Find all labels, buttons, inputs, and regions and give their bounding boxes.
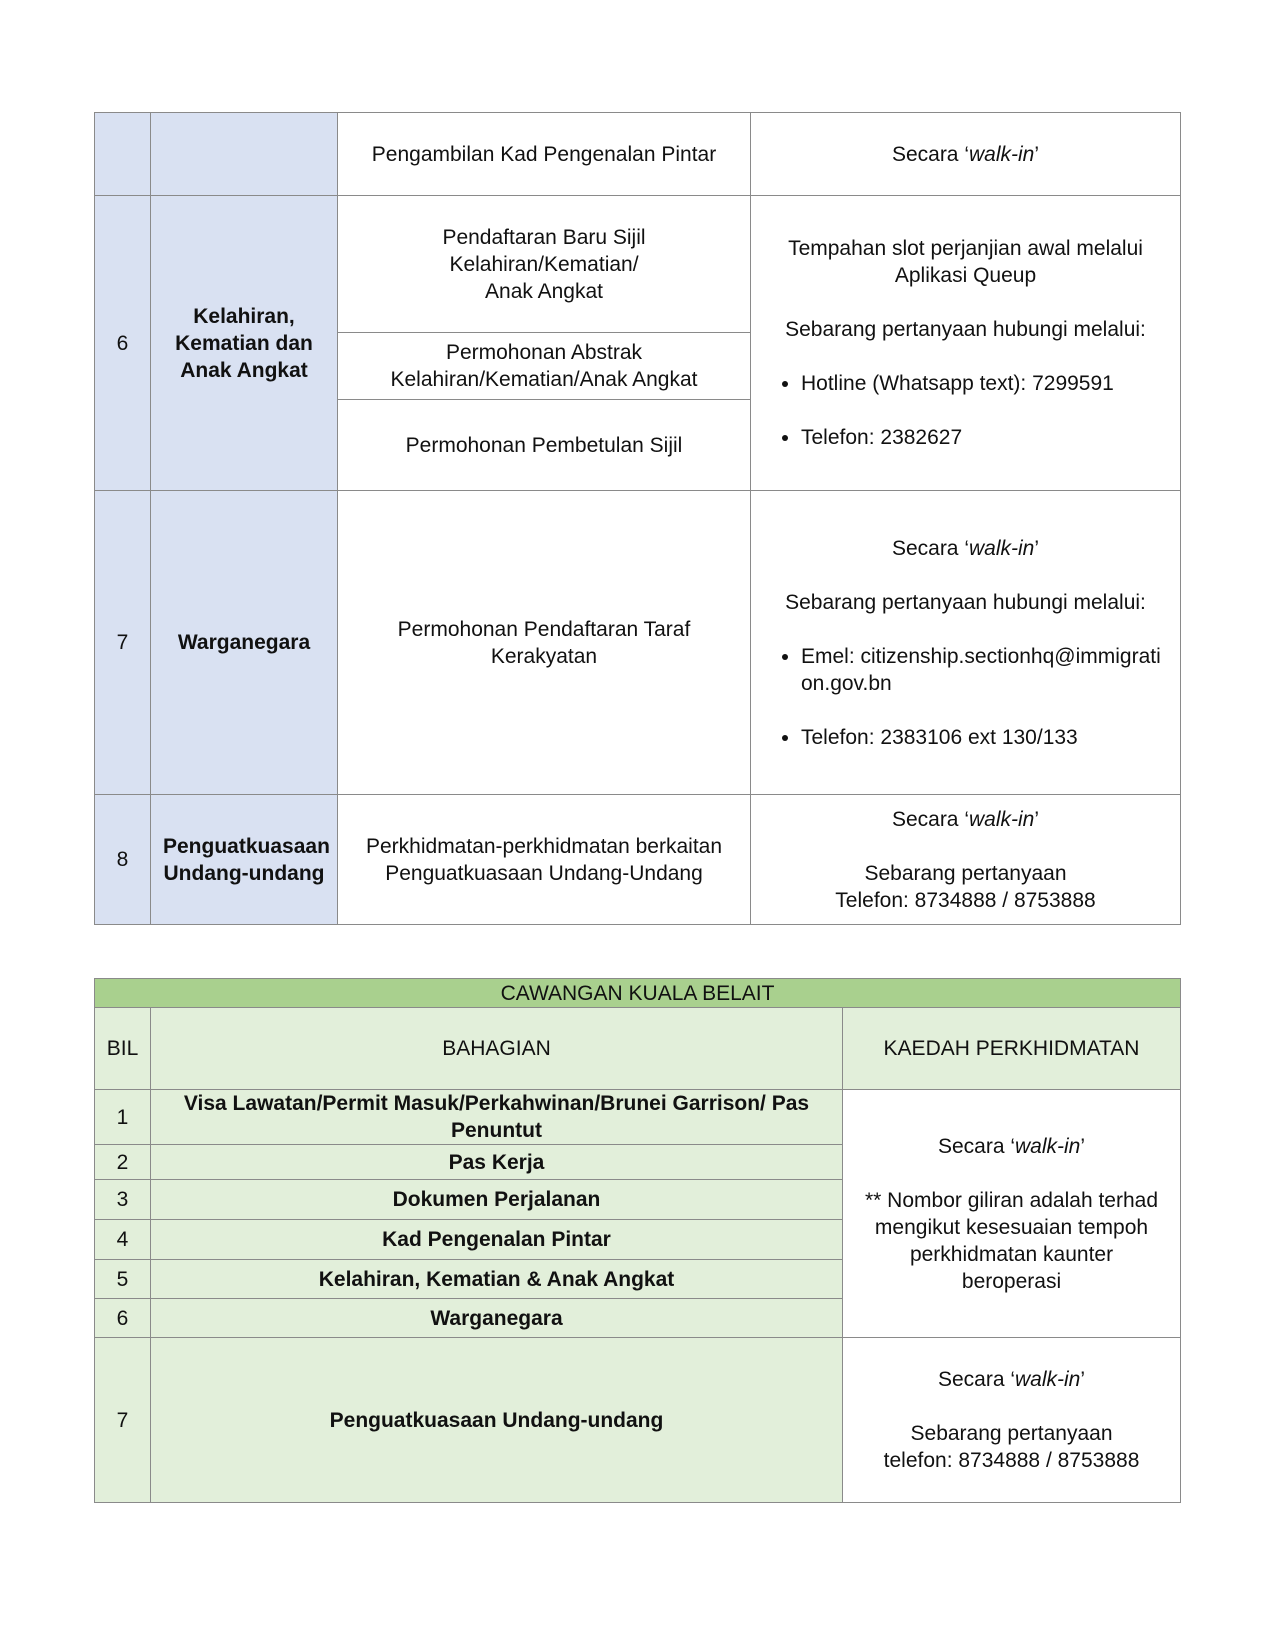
method-text: Sebarang pertanyaan bbox=[910, 1422, 1113, 1445]
method-text: Secara ‘walk-in’ bbox=[891, 536, 1040, 560]
bil-cell: 7 bbox=[95, 1338, 151, 1503]
header-bahagian: BAHAGIAN bbox=[151, 1008, 843, 1090]
list-item: • Telefon: 2382627 bbox=[801, 424, 1168, 451]
table-title: CAWANGAN KUALA BELAIT bbox=[95, 979, 1181, 1008]
bahagian-cell: Kelahiran, Kematian & Anak Angkat bbox=[151, 1260, 843, 1299]
service-cell: Permohonan Abstrak Kelahiran/Kematian/Anak Angkat bbox=[338, 333, 751, 400]
bahagian-cell: Penguatkuasaan Undang-undang bbox=[151, 1338, 843, 1503]
method-text: Sebarang pertanyaan hubungi melalui: bbox=[785, 590, 1146, 614]
bil-cell: 5 bbox=[95, 1260, 151, 1299]
bahagian-cell: Kad Pengenalan Pintar bbox=[151, 1220, 843, 1260]
bil-cell: 1 bbox=[95, 1090, 151, 1145]
list-item: • Telefon: 2383106 ext 130/133 bbox=[801, 724, 1168, 751]
header-kaedah: KAEDAH PERKHIDMATAN bbox=[843, 1008, 1181, 1090]
bahagian-cell: Pas Kerja bbox=[151, 1145, 843, 1180]
header-row bbox=[95, 1008, 1181, 1090]
bil-cell: 8 bbox=[95, 795, 151, 925]
table-row bbox=[95, 113, 1181, 196]
list-item: • Hotline (Whatsapp text): 7299591 bbox=[801, 370, 1168, 397]
service-cell: Permohonan Pendaftaran Taraf Kerakyatan bbox=[338, 491, 751, 795]
method-cell bbox=[751, 491, 1181, 795]
service-cell: Permohonan Pembetulan Sijil bbox=[338, 400, 751, 491]
method-text: Sebarang pertanyaan hubungi melalui: bbox=[785, 318, 1146, 341]
table-row bbox=[95, 1090, 1181, 1145]
method-cell bbox=[843, 1338, 1181, 1503]
bahagian-cell: Warganegara bbox=[151, 1299, 843, 1338]
bahagian-cell: Kelahiran, Kematian dan Anak Angkat bbox=[151, 196, 338, 491]
bahagian-cell: Penguatkuasaan Undang-undang bbox=[151, 795, 338, 925]
method-cell: Secara ‘walk-in’ bbox=[751, 113, 1181, 196]
bil-cell: 4 bbox=[95, 1220, 151, 1260]
contact-list bbox=[763, 724, 1168, 751]
contact-list bbox=[763, 643, 1168, 697]
method-cell bbox=[751, 795, 1181, 925]
method-text: Telefon: 8734888 / 8753888 bbox=[835, 888, 1096, 912]
method-text: Sebarang pertanyaan bbox=[864, 861, 1067, 885]
table-row bbox=[95, 1338, 1181, 1503]
service-cell: Perkhidmatan-perkhidmatan berkaitan Penguatkuasaan Undang-Undang bbox=[338, 795, 751, 925]
bahagian-cell: Visa Lawatan/Permit Masuk/Perkahwinan/Brunei Garrison/ Pas Penuntut bbox=[151, 1090, 843, 1145]
header-bil: BIL bbox=[95, 1008, 151, 1090]
bil-cell: 6 bbox=[95, 196, 151, 491]
bil-cell: 7 bbox=[95, 491, 151, 795]
bahagian-cell: Dokumen Perjalanan bbox=[151, 1180, 843, 1220]
method-cell bbox=[751, 196, 1181, 491]
email-item: • Emel: citizenship.sectionhq@immigration.gov.bn bbox=[801, 643, 1168, 697]
bil-cell: 3 bbox=[95, 1180, 151, 1220]
table-title-row bbox=[95, 979, 1181, 1008]
services-table-continued bbox=[94, 112, 1181, 925]
bahagian-cell: Warganegara bbox=[151, 491, 338, 795]
bil-cell bbox=[95, 113, 151, 196]
method-text: Secara ‘walk-in’ bbox=[937, 1134, 1086, 1158]
bil-cell: 2 bbox=[95, 1145, 151, 1180]
table-row bbox=[95, 795, 1181, 925]
method-text: Secara ‘walk-in’ bbox=[937, 1368, 1086, 1391]
table-row bbox=[95, 491, 1181, 795]
method-text: Secara ‘walk-in’ bbox=[891, 807, 1040, 831]
bil-cell: 6 bbox=[95, 1299, 151, 1338]
service-cell: Pengambilan Kad Pengenalan Pintar bbox=[338, 113, 751, 196]
contact-list bbox=[763, 424, 1168, 451]
service-cell: Pendaftaran Baru Sijil Kelahiran/Kematian/ Anak Angkat bbox=[338, 196, 751, 333]
method-cell bbox=[843, 1090, 1181, 1338]
table-row bbox=[95, 196, 1181, 333]
method-text: Tempahan slot perjanjian awal melalui Aplikasi Queup bbox=[788, 237, 1143, 287]
kuala-belait-table bbox=[94, 978, 1181, 1503]
method-text: telefon: 8734888 / 8753888 bbox=[883, 1449, 1140, 1472]
note-text: ** Nombor giliran adalah terhad mengikut kesesuaian tempoh perkhidmatan kaunter beroperasi bbox=[865, 1188, 1159, 1293]
bahagian-cell bbox=[151, 113, 338, 196]
contact-list bbox=[763, 370, 1168, 397]
